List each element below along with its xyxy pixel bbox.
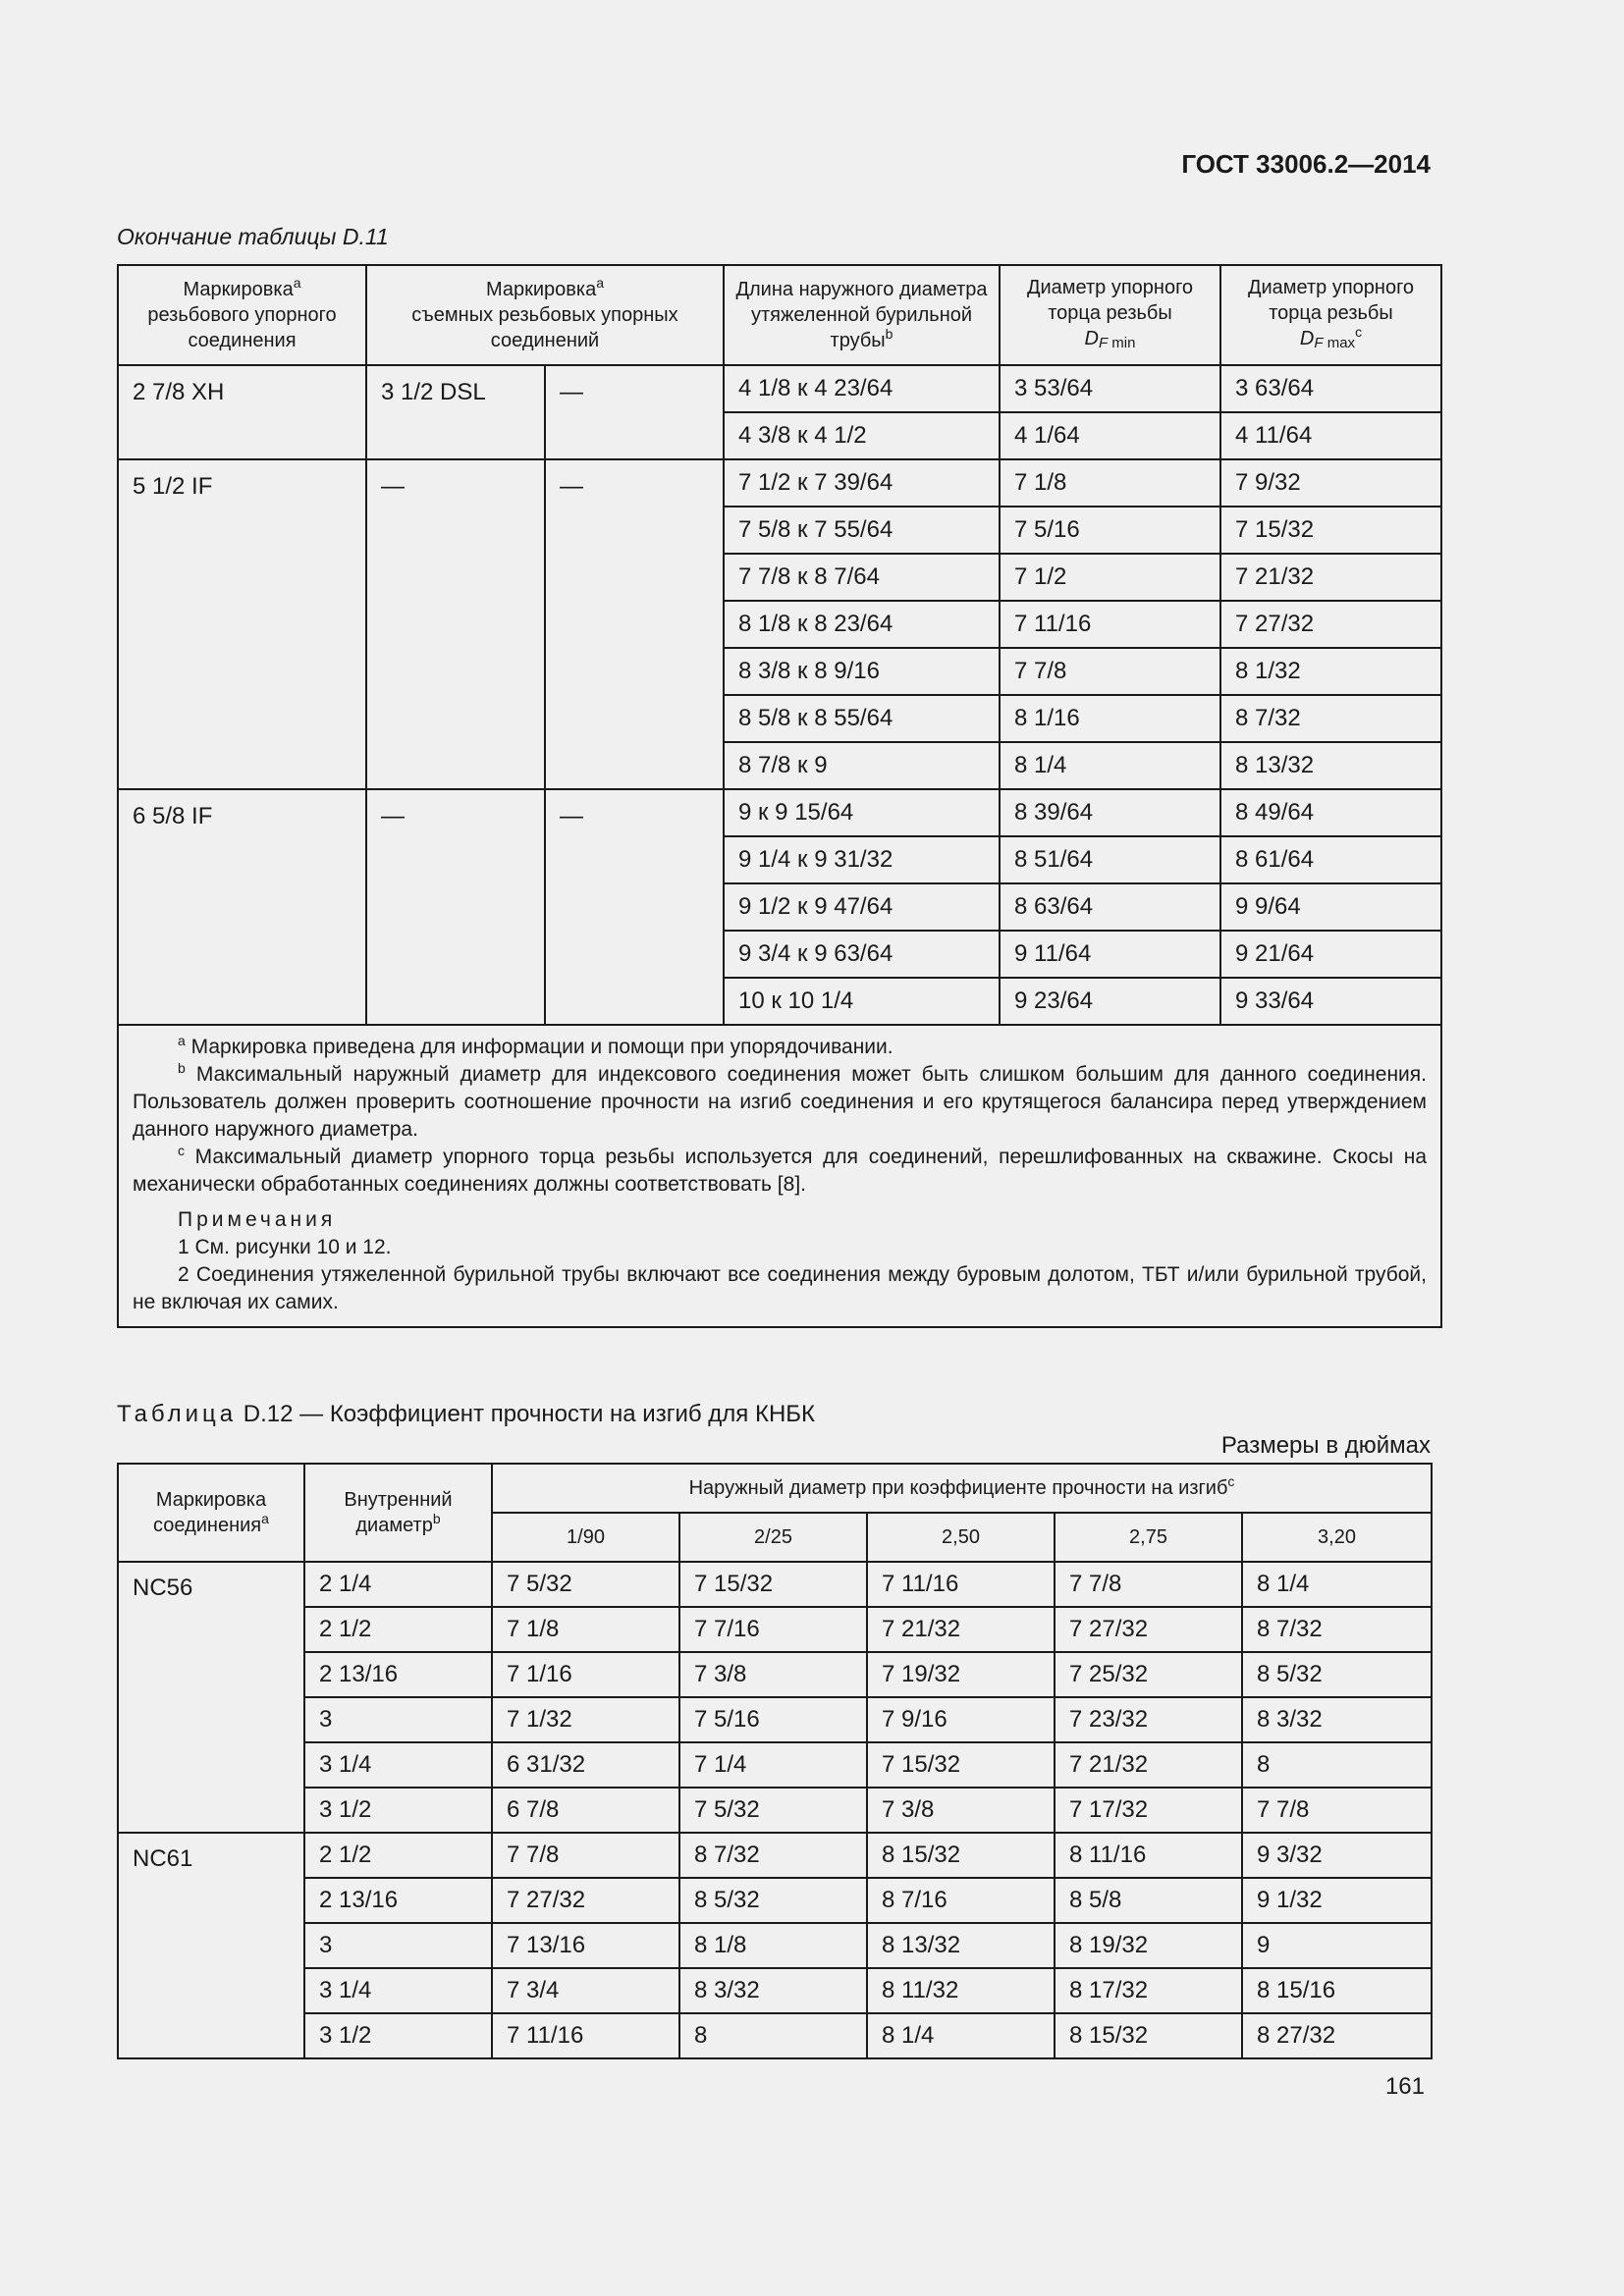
cell-outer-diameter: 7 1/16 <box>492 1652 679 1697</box>
cell-inner-diameter: 3 1/2 <box>304 1788 492 1833</box>
footnote-a: $^a$ Маркировка приведена для информации и помощи при упорядочивании. <box>178 1033 893 1058</box>
cell-outer-diameter: 8 3/32 <box>679 1968 867 2013</box>
table-header-row <box>118 1464 1432 1513</box>
table-row <box>118 1923 1432 1968</box>
header-ratio: 2/25 <box>679 1513 867 1562</box>
table-d12-units: Размеры в дюймах <box>1220 1432 1431 1459</box>
cell-df-max: 9 9/64 <box>1220 883 1441 931</box>
table-d12-title: Таблица D.12 — Коэффициент прочности на изгиб для КНБК <box>117 1401 816 1427</box>
cell-inner-diameter: 2 13/16 <box>304 1878 492 1923</box>
cell-outer-diameter: 8 11/32 <box>867 1968 1055 2013</box>
header-outer-diameter-length: Длина наружного диаметра утяжеленной бурильной трубы$^b$ <box>724 265 1000 365</box>
cell-df-min: 7 7/8 <box>1000 648 1220 695</box>
cell-inner-diameter: 2 1/2 <box>304 1607 492 1652</box>
cell-removable-1: 3 1/2 DSL <box>366 365 545 459</box>
table-d12 <box>117 1463 1433 2059</box>
cell-outer-diameter: 7 23/32 <box>1055 1697 1242 1742</box>
cell-inner-diameter: 2 13/16 <box>304 1652 492 1697</box>
cell-df-min: 9 23/64 <box>1000 978 1220 1025</box>
cell-outer-diameter: 8 15/32 <box>1055 2013 1242 2058</box>
cell-outer-diameter: 8 5/32 <box>1242 1652 1432 1697</box>
cell-removable-1: — <box>366 789 545 1025</box>
cell-length: 8 5/8 к 8 55/64 <box>724 695 1000 742</box>
table-header-row <box>118 265 1441 365</box>
cell-df-max: 7 9/32 <box>1220 459 1441 507</box>
cell-outer-diameter: 7 13/16 <box>492 1923 679 1968</box>
cell-df-max: 3 63/64 <box>1220 365 1441 412</box>
cell-outer-diameter: 6 7/8 <box>492 1788 679 1833</box>
standard-number: ГОСТ 33006.2—2014 <box>1181 149 1431 179</box>
cell-outer-diameter: 7 11/16 <box>867 1562 1055 1607</box>
cell-length: 10 к 10 1/4 <box>724 978 1000 1025</box>
cell-connection: NC56 <box>118 1562 304 1833</box>
header-outer-diameter-group: Наружный диаметр при коэффициенте прочности на изгиб$^c$ <box>492 1464 1432 1513</box>
cell-outer-diameter: 7 7/16 <box>679 1607 867 1652</box>
cell-connection: 2 7/8 ХН <box>118 365 366 459</box>
header-ratio: 1/90 <box>492 1513 679 1562</box>
cell-outer-diameter: 9 <box>1242 1923 1432 1968</box>
note-1: 1 См. рисунки 10 и 12. <box>178 1236 392 1258</box>
cell-df-max: 7 15/32 <box>1220 507 1441 554</box>
cell-removable-2: — <box>545 789 724 1025</box>
cell-df-min: 7 1/2 <box>1000 554 1220 601</box>
cell-outer-diameter: 8 7/16 <box>867 1878 1055 1923</box>
cell-outer-diameter: 8 15/16 <box>1242 1968 1432 2013</box>
cell-df-max: 8 61/64 <box>1220 836 1441 883</box>
cell-outer-diameter: 8 7/32 <box>679 1833 867 1878</box>
cell-outer-diameter: 8 27/32 <box>1242 2013 1432 2058</box>
cell-df-min: 8 39/64 <box>1000 789 1220 836</box>
header-ratio: 2,75 <box>1055 1513 1242 1562</box>
cell-outer-diameter: 8 5/8 <box>1055 1878 1242 1923</box>
cell-outer-diameter: 7 7/8 <box>1242 1788 1432 1833</box>
cell-inner-diameter: 3 <box>304 1923 492 1968</box>
cell-outer-diameter: 8 19/32 <box>1055 1923 1242 1968</box>
cell-length: 9 к 9 15/64 <box>724 789 1000 836</box>
footnotes-cell <box>118 1025 1441 1327</box>
cell-df-min: 8 63/64 <box>1000 883 1220 931</box>
cell-outer-diameter: 7 15/32 <box>867 1742 1055 1788</box>
cell-outer-diameter: 9 3/32 <box>1242 1833 1432 1878</box>
cell-df-max: 4 11/64 <box>1220 412 1441 459</box>
cell-inner-diameter: 3 1/2 <box>304 2013 492 2058</box>
cell-outer-diameter: 7 5/32 <box>679 1788 867 1833</box>
cell-df-max: 7 21/32 <box>1220 554 1441 601</box>
cell-removable-1: — <box>366 459 545 789</box>
cell-outer-diameter: 8 13/32 <box>867 1923 1055 1968</box>
cell-outer-diameter: 7 27/32 <box>1055 1607 1242 1652</box>
cell-df-min: 9 11/64 <box>1000 931 1220 978</box>
cell-inner-diameter: 3 1/4 <box>304 1968 492 2013</box>
cell-outer-diameter: 6 31/32 <box>492 1742 679 1788</box>
notes-title: Примечания <box>178 1208 337 1231</box>
cell-outer-diameter: 7 7/8 <box>492 1833 679 1878</box>
table-row <box>118 459 1441 507</box>
cell-length: 8 7/8 к 9 <box>724 742 1000 789</box>
table-row <box>118 1833 1432 1878</box>
cell-outer-diameter: 7 5/32 <box>492 1562 679 1607</box>
cell-outer-diameter: 7 1/4 <box>679 1742 867 1788</box>
cell-outer-diameter: 8 <box>1242 1742 1432 1788</box>
cell-df-max: 8 13/32 <box>1220 742 1441 789</box>
cell-df-min: 7 1/8 <box>1000 459 1220 507</box>
cell-removable-2: — <box>545 365 724 459</box>
table-row <box>118 1742 1432 1788</box>
cell-outer-diameter: 7 7/8 <box>1055 1562 1242 1607</box>
cell-df-min: 3 53/64 <box>1000 365 1220 412</box>
cell-df-min: 4 1/64 <box>1000 412 1220 459</box>
cell-outer-diameter: 7 27/32 <box>492 1878 679 1923</box>
cell-outer-diameter: 8 1/4 <box>867 2013 1055 2058</box>
cell-length: 4 3/8 к 4 1/2 <box>724 412 1000 459</box>
cell-outer-diameter: 7 19/32 <box>867 1652 1055 1697</box>
cell-inner-diameter: 2 1/2 <box>304 1833 492 1878</box>
cell-df-min: 7 11/16 <box>1000 601 1220 648</box>
cell-outer-diameter: 8 5/32 <box>679 1878 867 1923</box>
cell-length: 7 1/2 к 7 39/64 <box>724 459 1000 507</box>
cell-df-min: 8 51/64 <box>1000 836 1220 883</box>
header-inner-diameter: Внутренний диаметр$^b$ <box>304 1464 492 1562</box>
header-removable-marking: Маркировка$^a$ съемных резьбовых упорных соединений <box>366 265 724 365</box>
cell-df-max: 8 7/32 <box>1220 695 1441 742</box>
cell-outer-diameter: 7 25/32 <box>1055 1652 1242 1697</box>
table-row <box>118 789 1441 836</box>
cell-outer-diameter: 8 7/32 <box>1242 1607 1432 1652</box>
cell-outer-diameter: 7 3/8 <box>679 1652 867 1697</box>
cell-outer-diameter: 7 21/32 <box>867 1607 1055 1652</box>
table-d11 <box>117 264 1442 1328</box>
cell-outer-diameter: 8 3/32 <box>1242 1697 1432 1742</box>
cell-df-max: 8 49/64 <box>1220 789 1441 836</box>
cell-df-min: 8 1/4 <box>1000 742 1220 789</box>
cell-outer-diameter: 7 1/8 <box>492 1607 679 1652</box>
cell-outer-diameter: 7 21/32 <box>1055 1742 1242 1788</box>
table-row <box>118 2013 1432 2058</box>
cell-outer-diameter: 7 3/4 <box>492 1968 679 2013</box>
cell-outer-diameter: 8 17/32 <box>1055 1968 1242 2013</box>
cell-length: 9 1/2 к 9 47/64 <box>724 883 1000 931</box>
footnote-b: $^b$ Максимальный наружный диаметр для индексового соединения может быть слишком большим для данного соединения. Пользователь должен проверить соотношение прочности на изгиб соединения и его крутящегося балансира перед утверждением данного наружного диаметра. <box>133 1060 1427 1141</box>
cell-df-min: 7 5/16 <box>1000 507 1220 554</box>
cell-df-min: 8 1/16 <box>1000 695 1220 742</box>
cell-outer-diameter: 8 1/4 <box>1242 1562 1432 1607</box>
cell-length: 8 3/8 к 8 9/16 <box>724 648 1000 695</box>
footnotes-row <box>118 1025 1441 1327</box>
cell-connection: 6 5/8 IF <box>118 789 366 1025</box>
header-connection-marking: Маркировка соединения$^a$ <box>118 1464 304 1562</box>
cell-outer-diameter: 7 11/16 <box>492 2013 679 2058</box>
cell-length: 9 3/4 к 9 63/64 <box>724 931 1000 978</box>
cell-outer-diameter: 7 3/8 <box>867 1788 1055 1833</box>
cell-removable-2: — <box>545 459 724 789</box>
cell-inner-diameter: 3 <box>304 1697 492 1742</box>
cell-outer-diameter: 7 9/16 <box>867 1697 1055 1742</box>
cell-inner-diameter: 3 1/4 <box>304 1742 492 1788</box>
cell-connection: NC61 <box>118 1833 304 2058</box>
table-row <box>118 1968 1432 2013</box>
note-2: 2 Соединения утяжеленной бурильной трубы включают все соединения между буровым долотом, ТБТ и/или бурильной трубой, не включая их самих. <box>133 1263 1427 1313</box>
header-df-max: Диаметр упорного торца резьбы $D_{F max}^c$ <box>1220 265 1441 365</box>
cell-connection: 5 1/2 IF <box>118 459 366 789</box>
cell-length: 7 5/8 к 7 55/64 <box>724 507 1000 554</box>
page-number: 161 <box>1384 2073 1425 2100</box>
cell-df-max: 9 33/64 <box>1220 978 1441 1025</box>
cell-df-max: 9 21/64 <box>1220 931 1441 978</box>
cell-length: 4 1/8 к 4 23/64 <box>724 365 1000 412</box>
table-row <box>118 1878 1432 1923</box>
cell-outer-diameter: 8 11/16 <box>1055 1833 1242 1878</box>
cell-outer-diameter: 7 17/32 <box>1055 1788 1242 1833</box>
cell-outer-diameter: 8 1/8 <box>679 1923 867 1968</box>
cell-length: 8 1/8 к 8 23/64 <box>724 601 1000 648</box>
table-row <box>118 1607 1432 1652</box>
footnote-c: $^c$ Максимальный диаметр упорного торца резьбы используется для соединений, перешлифованных на скважине. Скосы на механически обработанных соединениях должны соответствовать [8]. <box>133 1143 1427 1196</box>
header-ratio: 2,50 <box>867 1513 1055 1562</box>
cell-df-max: 8 1/32 <box>1220 648 1441 695</box>
cell-length: 9 1/4 к 9 31/32 <box>724 836 1000 883</box>
cell-outer-diameter: 7 15/32 <box>679 1562 867 1607</box>
table-row <box>118 1697 1432 1742</box>
cell-inner-diameter: 2 1/4 <box>304 1562 492 1607</box>
cell-outer-diameter: 7 1/32 <box>492 1697 679 1742</box>
cell-outer-diameter: 9 1/32 <box>1242 1878 1432 1923</box>
header-df-min: Диаметр упорного торца резьбы $D_{F min}$ <box>1000 265 1220 365</box>
table-row <box>118 1562 1432 1607</box>
table-row <box>118 1788 1432 1833</box>
table-row <box>118 365 1441 412</box>
table-continuation-title: Окончание таблицы D.11 <box>117 224 389 249</box>
table-row <box>118 1652 1432 1697</box>
cell-outer-diameter: 8 15/32 <box>867 1833 1055 1878</box>
header-connection-marking: Маркировка$^a$ резьбового упорного соединения <box>118 265 366 365</box>
cell-df-max: 7 27/32 <box>1220 601 1441 648</box>
cell-outer-diameter: 8 <box>679 2013 867 2058</box>
cell-length: 7 7/8 к 8 7/64 <box>724 554 1000 601</box>
cell-outer-diameter: 7 5/16 <box>679 1697 867 1742</box>
header-ratio: 3,20 <box>1242 1513 1432 1562</box>
